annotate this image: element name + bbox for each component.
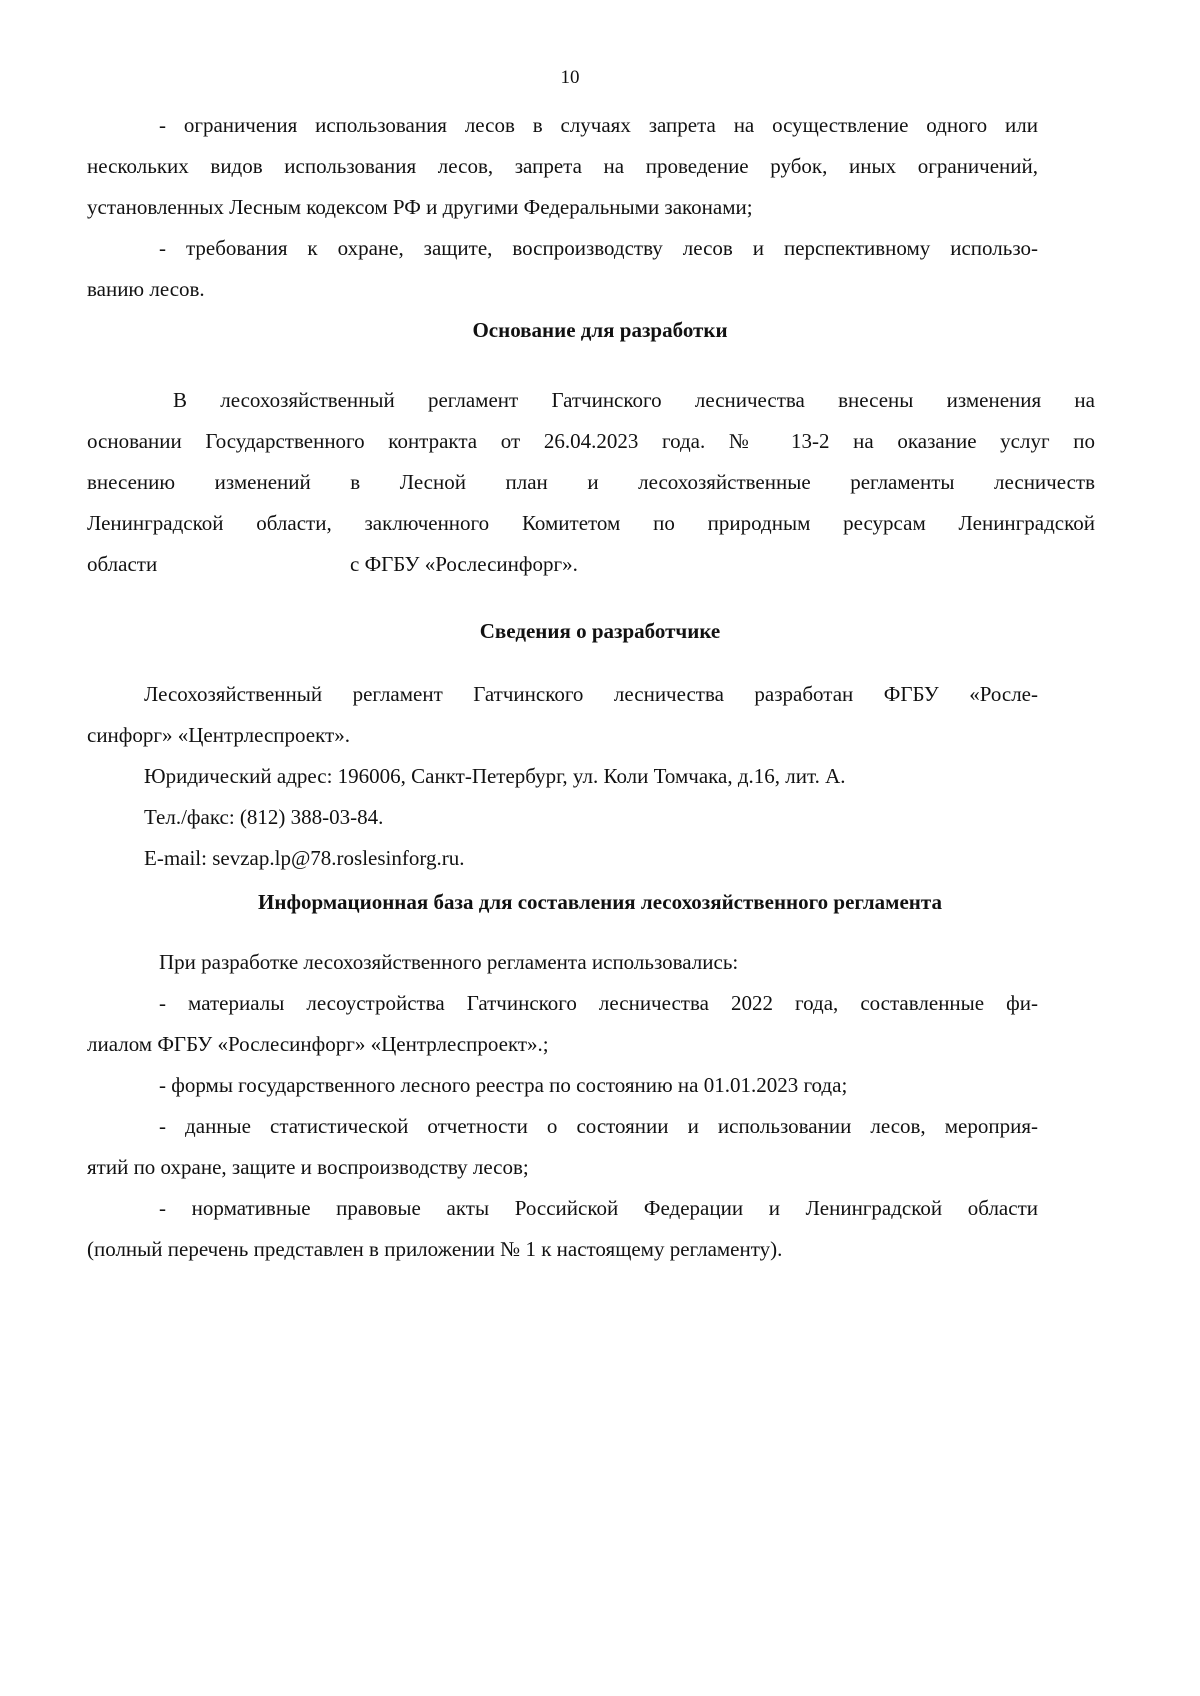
developer-email: E-mail: sevzap.lp@78.roslesinforg.ru. [144, 846, 465, 870]
developer-heading: Сведения о разработчике [479, 619, 721, 643]
info-base-line: ятий по охране, защите и воспроизводству лесов; [87, 1155, 529, 1179]
basis-line: основании Государственного контракта от 26.04.2023 года. № 13-2 на оказание услуг по [87, 429, 1095, 453]
info-base-line: - материалы лесоустройства Гатчинского лесничества 2022 года, составленные фи- [159, 991, 1038, 1015]
basis-line: внесению изменений в Лесной план и лесохозяйственные регламенты лесничеств [87, 470, 1095, 494]
info-base-line: - формы государственного лесного реестра по состоянию на 01.01.2023 года; [159, 1073, 848, 1097]
info-base-line: (полный перечень представлен в приложении № 1 к настоящему регламенту). [87, 1237, 783, 1261]
info-base-line: При разработке лесохозяйственного регламента использовались: [159, 950, 739, 974]
info-base-line: лиалом ФГБУ «Рослесинфорг» «Центрлеспроект».; [87, 1032, 549, 1056]
basis-line: В лесохозяйственный регламент Гатчинского лесничества внесены изменения на [173, 388, 1095, 412]
intro-line: нескольких видов использования лесов, запрета на проведение рубок, иных ограничений, [87, 154, 1038, 178]
intro-line: - ограничения использования лесов в случаях запрета на осуществление одного или [159, 113, 1038, 137]
developer-line: Лесохозяйственный регламент Гатчинского лесничества разработан ФГБУ «Росле- [144, 682, 1038, 706]
intro-line: - требования к охране, защите, воспроизводству лесов и перспективному использо- [159, 236, 1038, 260]
developer-line: синфорг» «Центрлеспроект». [87, 723, 350, 747]
basis-last-line-start: области [87, 552, 158, 576]
info-base-heading: Информационная база для составления лесохозяйственного регламента [258, 890, 942, 914]
info-base-line: - данные статистической отчетности о состоянии и использовании лесов, мероприя- [159, 1114, 1038, 1138]
intro-line: установленных Лесным кодексом РФ и другими Федеральными законами; [87, 195, 753, 219]
basis-heading: Основание для разработки [472, 318, 728, 342]
page-number: 10 [560, 67, 580, 88]
basis-line: Ленинградской области, заключенного Комитетом по природным ресурсам Ленинградской [87, 511, 1095, 535]
developer-phone: Тел./факс: (812) 388-03-84. [144, 805, 384, 829]
info-base-line: - нормативные правовые акты Российской Федерации и Ленинградской области [159, 1196, 1038, 1220]
basis-last-line-end: с ФГБУ «Рослесинфорг». [350, 552, 578, 576]
developer-address: Юридический адрес: 196006, Санкт-Петербург, ул. Коли Томчака, д.16, лит. А. [144, 764, 846, 788]
intro-line: ванию лесов. [87, 277, 205, 301]
